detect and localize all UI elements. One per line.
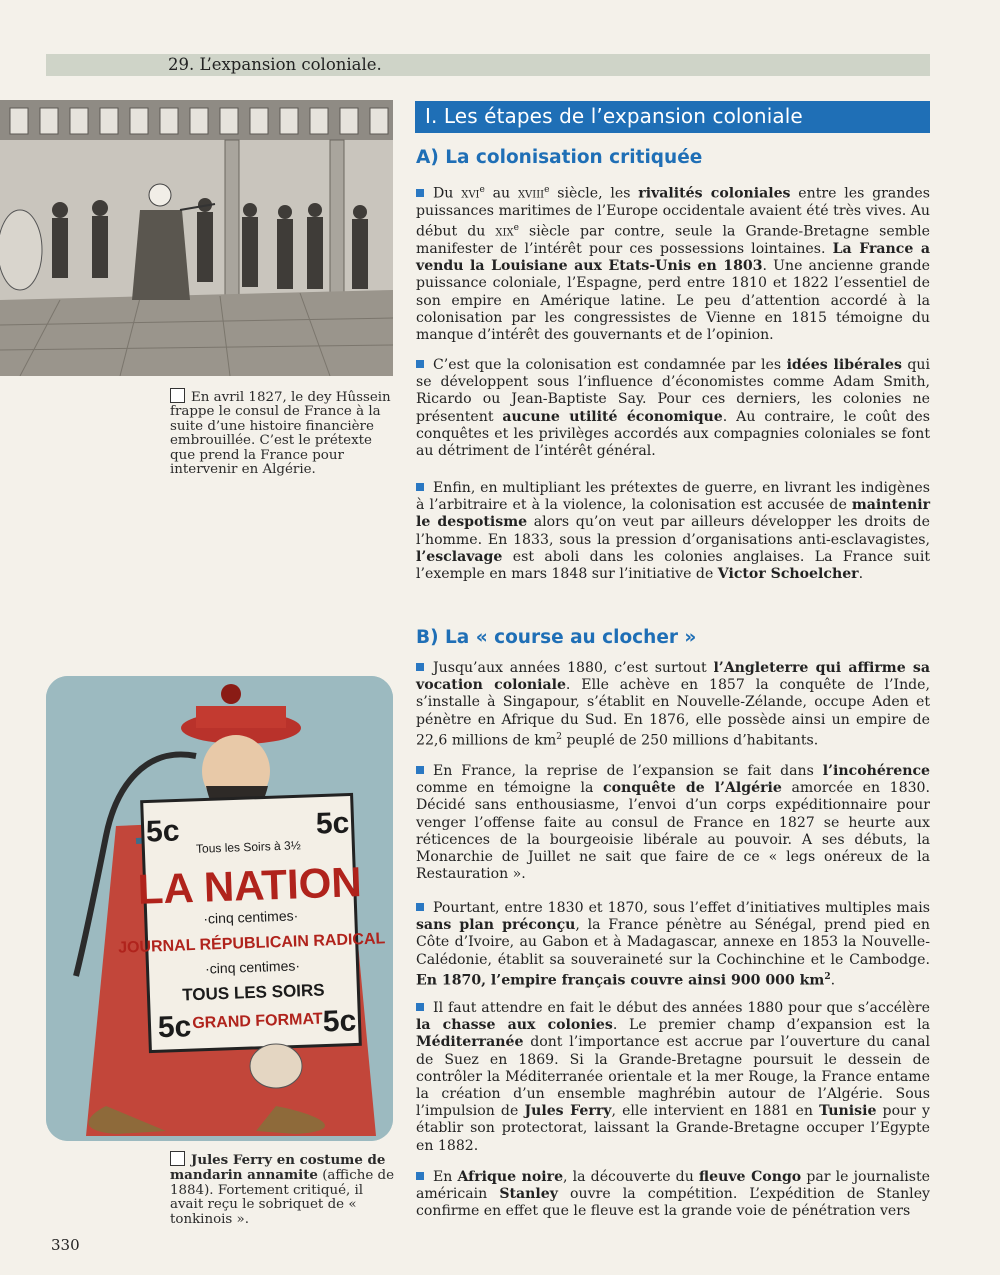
poster-illustration: [46, 676, 393, 1141]
poster-price-top-right: 5c: [315, 806, 350, 841]
bullet-square-icon: [416, 1172, 424, 1180]
bullet-square-icon: [416, 903, 424, 911]
caption-checkbox-icon: [170, 1151, 185, 1166]
paragraph-4: Jusqu’aux années 1880, c’est surtout l’Angleterre qui affirme sa vocation coloniale. Elle achève en 1857 la conquête de l’Inde, s’installe à Singapour, s’établit en Nouvelle-Zélande, occupe Aden et pénètre en Afrique du Sud. En 1876, elle possède ainsi un empire de 22,6 millions de $km^2$ peuplé de 250 millions d’habitants.: [416, 660, 931, 749]
caption-1-text: En avril 1827, le dey Hûssein frappe le consul de France à la suite d’une histoire financière embrouillée. C’est le prétexte que prend la France pour intervenir en Algérie.: [170, 390, 391, 478]
bullet-square-icon: [416, 360, 424, 368]
caption-2-text: (affiche de 1884). Fortement critiqué, il avait reçu le sobriquet de « tonkinois ».: [170, 1168, 395, 1227]
poster-title: LA NATION: [136, 858, 363, 913]
engraving-illustration: [0, 100, 393, 376]
paragraph-3: Enfin, en multipliant les prétextes de guerre, en livrant les indigènes à l’arbitraire et à la violence, la colonisation est accusée de maintenir le despotisme alors qu’on veut par ailleurs développer les droits de l’homme. En 1833, sous la pression d’organisations anti-esclavagistes, l’esclavage est aboli dans les colonies anglaises. La France suit l’exemple en mars 1848 sur l’initiative de Victor Schoelcher.: [416, 480, 930, 583]
subheading-a: A) La colonisation critiquée: [416, 147, 703, 168]
paragraph-6: Pourtant, entre 1830 et 1870, sous l’effet d’initiatives multiples mais sans plan préconçu, la France pénètre au Sénégal, prend pied en Côte d’Ivoire, au Gabon et à Madagascar, annexe en 1853 la Nouvelle-Calédonie, établit sa souveraineté sur la Cochinchine et le Cambodge. En 1870, l’empire français couvre ainsi 900 000 $km^2$.: [416, 900, 931, 989]
poster-sub-4: TOUS LES SOIRS: [181, 980, 325, 1005]
subheading-b: B) La « course au clocher »: [416, 627, 697, 648]
paragraph-7: Il faut attendre en fait le début des années 1880 pour que s’accélère la chasse aux colonies. Le premier champ d’expansion est la Méditerranée dont l’importance est accrue par l’ouverture du canal de Suez en 1869. Si la Grande-Bretagne poursuit le dessein de contrôler la Méditerranée orientale et la mer Rouge, la France entame la création d’un ensemble maghrébin autour de l’Algérie. Sous l’impulsion de Jules Ferry, elle intervient en 1881 en Tunisie pour y établir son protectorat, laissant la Grande-Bretagne occuper l’Egypte en 1882.: [416, 1000, 930, 1154]
bullet-square-icon: [416, 766, 424, 774]
paragraph-2: C’est que la colonisation est condamnée par les idées libérales qui se développent sous l’influence d’économistes comme Adam Smith, Ricardo ou Jean-Baptiste Say. Pour ces derniers, les colonies ne présentent aucune utilité économique. Au contraire, le coût des conquêtes et les privilèges accordés aux compagnies coloniales se font au détriment de l’intérêt général.: [416, 357, 931, 460]
page-number: 330: [51, 1236, 80, 1254]
bullet-square-icon: [416, 663, 424, 671]
section-title-bar: [415, 101, 930, 133]
running-head-text: 29. L’expansion coloniale.: [168, 55, 382, 74]
paragraph-1: Du xvi$^e$ au xviii$^e$ siècle, les rivalités coloniales entre les grandes puissances maritimes de l’Europe occidentale avaient été très vives. Au début du xix$^e$ siècle par contre, seule la Grande-Bretagne semble manifester de l’intérêt pour ces possessions lointaines. La France a vendu la Louisiane aux Etats-Unis en 1803. Une ancienne grande puissance coloniale, l’Espagne, perd entre 1810 et 1822 l’essentiel de son empire en Amérique latine. Le peu d’attention accordé à la colonisation par les congressistes de Vienne en 1815 témoigne du manque d’intérêt des gouvernants et de l’opinion.: [416, 185, 930, 343]
poster-sub-1: ·cinq centimes·: [203, 907, 299, 927]
caption-checkbox-icon: [170, 388, 185, 403]
caption-jules-ferry: [170, 1151, 395, 1227]
poster-sub-2: JOURNAL RÉPUBLICAIN RADICAL: [117, 930, 386, 957]
running-head: [46, 54, 930, 76]
poster-tagline: Tous les Soirs à 3½: [195, 838, 301, 856]
poster-sub-3: ·cinq centimes·: [204, 957, 301, 977]
bullet-square-icon: [416, 483, 424, 491]
poster-price-bottom-left: 5c: [157, 1010, 192, 1045]
caption-dey-husseín: [170, 388, 395, 477]
poster-format: GRAND FORMAT: [191, 1010, 323, 1033]
paragraph-8: En Afrique noire, la découverte du fleuve Congo par le journaliste américain Stanley ouvre la compétition. L’expédition de Stanley confirme en effet que le fleuve est la grande voie de pénétration vers: [416, 1169, 930, 1220]
poster-price-bottom-right: 5c: [322, 1004, 357, 1039]
bullet-square-icon: [416, 1003, 424, 1011]
caption-2-bold: Jules Ferry en costume de mandarin annamite: [170, 1152, 386, 1184]
poster-price-top-left: 5c: [145, 814, 181, 849]
section-title: I. Les étapes de l’expansion coloniale: [425, 104, 803, 128]
paragraph-5: En France, la reprise de l’expansion se fait dans l’incohérence comme en témoigne la conquête de l’Algérie amorcée en 1830. Décidé sans enthousiasme, l’envoi d’un corps expéditionnaire pour venger l’offense faite au consul de France en 1827 se heurte aux réticences de la bourgeoisie libérale au pouvoir. A ses débuts, la Monarchie de Juillet ne sait que faire de ce « legs onéreux de la Restauration ».: [416, 763, 930, 883]
bullet-square-icon: [416, 189, 424, 197]
